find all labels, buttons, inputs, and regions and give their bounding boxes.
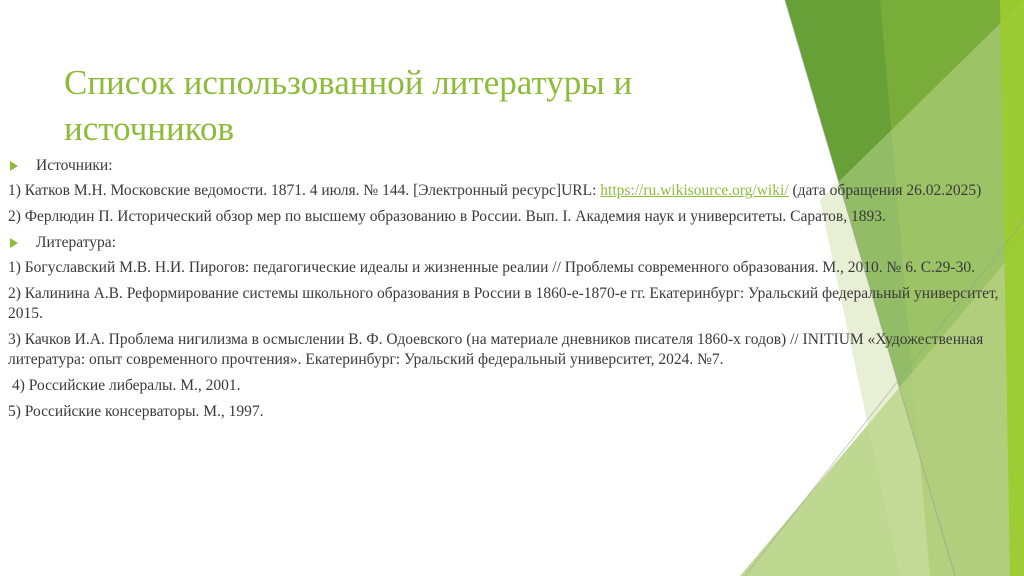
source-1-link[interactable]: https://ru.wikisource.org/wiki/ [600, 182, 789, 199]
bibliography-content [8, 156, 1018, 428]
slide-title: Список использованной литературы и источников [64, 63, 633, 148]
source-1-text: 1) Катков М.Н. Московские ведомости. 1871. 4 июля. № 144. [Электронный ресурс]URL: [8, 182, 601, 199]
literature-heading-row [8, 233, 1018, 253]
source-2: 2) Ферлюдин П. Исторический обзор мер по высшему образованию в России. Вып. I. Академия наук и университеты. Саратов, 1893. [8, 208, 886, 225]
literature-3: 3) Качков И.А. Проблема нигилизма в осмыслении В. Ф. Одоевского (на материале дневников писателя 1860-х годов) // INITIUM «Художественная литература: опыт современного прочтения». Екатеринбург: Уральский федеральный университет, 2024. №7. [8, 331, 984, 368]
triangle-bullet-icon [10, 238, 18, 248]
source-1 [8, 181, 1018, 201]
literature-5: 5) Российские консерваторы. М., 1997. [8, 403, 264, 420]
literature-1: 1) Богуславский М.В. Н.И. Пирогов: педагогические идеалы и жизненные реалии // Проблемы современного образования. М., 2010. № 6. С.29-30. [8, 259, 975, 276]
literature-heading: Литература: [36, 234, 116, 251]
sources-heading-row [8, 156, 1018, 176]
literature-4: 4) Российские либералы. М., 2001. [12, 377, 241, 394]
triangle-bullet-icon [10, 161, 18, 171]
sources-heading: Источники: [36, 157, 113, 174]
source-1-access-date: (дата обращения 26.02.2025) [788, 182, 982, 199]
literature-2: 2) Калинина А.В. Реформирование системы школьного образования в России в 1860-е-1870-е гг. Екатеринбург: Уральский федеральный университет, 2015. [8, 285, 999, 322]
